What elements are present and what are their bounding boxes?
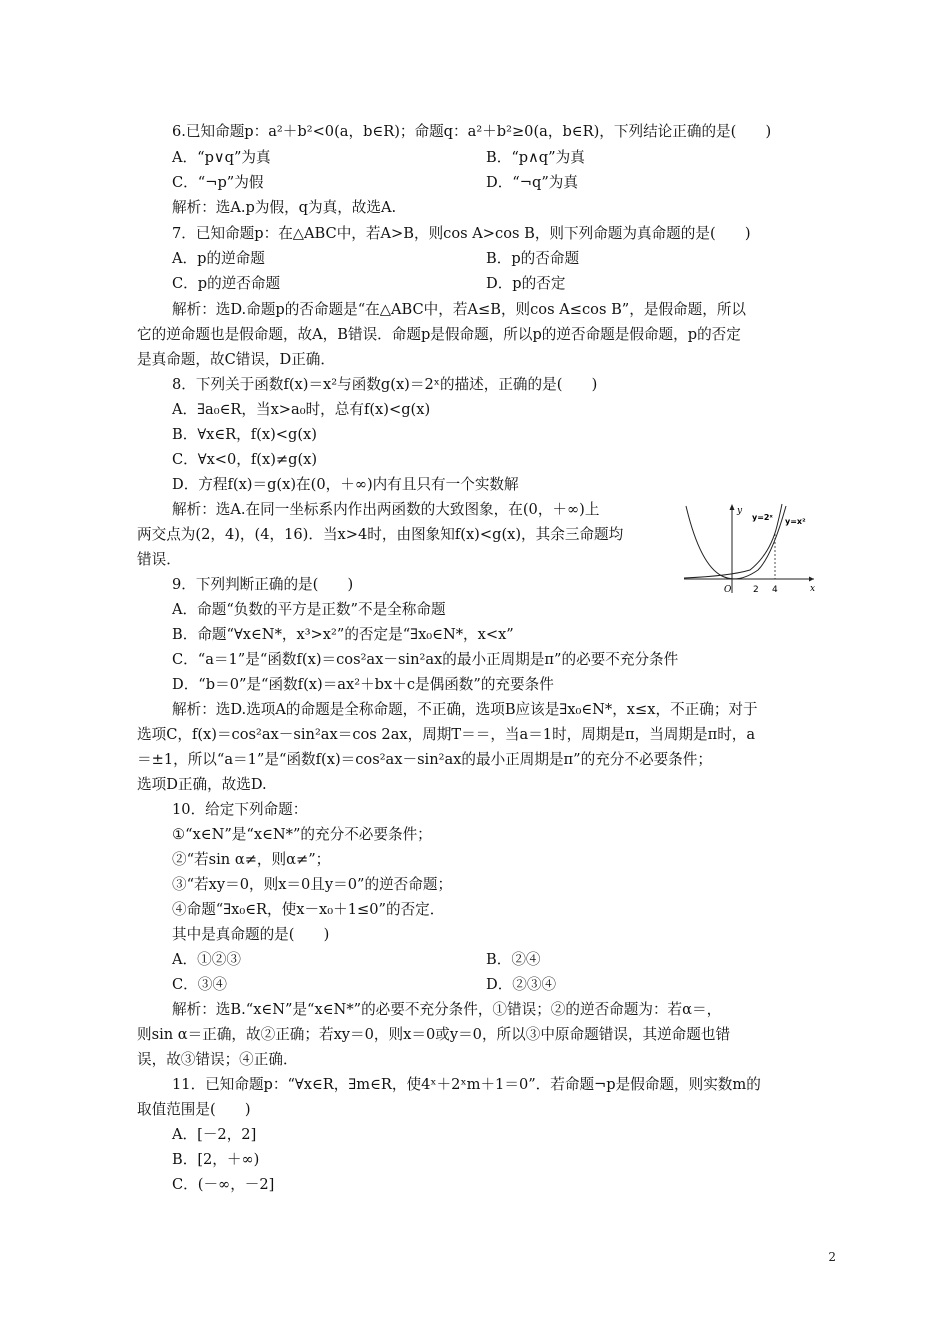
- line-text: 解析：选D.选项A的命题是全称命题，不正确，选项B应该是∃x₀∈N*，x≤x，不正确；对于: [172, 701, 758, 718]
- line-text: 错误．: [137, 551, 181, 568]
- line-text: ①“x∈N”是“x∈N*”的充分不必要条件；: [172, 826, 432, 843]
- line-text: B．∀x∈R，f(x)<g(x): [172, 426, 317, 443]
- line-text: C．∀x<0，f(x)≠g(x): [172, 451, 318, 468]
- y-axis-arrow-icon: [730, 504, 735, 510]
- line-text: A．∃a₀∈R，当x>a₀时，总有f(x)<g(x): [172, 401, 431, 418]
- line-text: 8．下列关于函数f(x)＝x²与函数g(x)＝2ˣ的描述，正确的是( ): [172, 376, 598, 393]
- line-text: 10．给定下列命题：: [172, 801, 308, 818]
- option-c: C．p的逆否命题: [172, 275, 281, 292]
- option-a: A．“p∨q”为真: [172, 149, 271, 166]
- option-a: A．①②③: [172, 951, 241, 968]
- line-text: C．(－∞，－2]: [172, 1176, 275, 1193]
- curve-label-exponential: y=2ˣ: [752, 513, 773, 522]
- option-d: D．p的否定: [486, 275, 566, 292]
- line-text: 6.已知命题p：a²＋b²<0(a，b∈R)；命题q：a²＋b²≥0(a，b∈R)，下列结论正确的是( ): [172, 123, 772, 140]
- line-text: A．命题“负数的平方是正数”不是全称命题: [172, 601, 446, 618]
- line-text: 误，故③错误；④正确．: [137, 1051, 298, 1068]
- x-axis-label: x: [810, 584, 816, 594]
- line-text: 解析：选D.命题p的否命题是“在△ABC中，若A≤B，则cos A≤cos B”，是假命题，所以: [172, 301, 747, 318]
- line-text: A．[－2，2]: [172, 1126, 257, 1143]
- option-b: B．②④: [486, 951, 541, 968]
- line-text: 两交点为(2，4)，(4，16)．当x>4时，由图象知f(x)<g(x)，其余三命题均: [137, 526, 624, 543]
- graph-svg: [680, 500, 820, 596]
- option-b: B．p的否命题: [486, 250, 580, 267]
- line-text: ②“若sin α≠，则α≠”；: [172, 851, 331, 868]
- line-text: 选项D正确，故选D.: [137, 776, 267, 793]
- line-text: ④命题“∃x₀∈R，使x－x₀＋1≤0”的否定．: [172, 901, 445, 918]
- option-d: D．②③④: [486, 976, 557, 993]
- line-text: 则sin α＝正确，故②正确；若xy＝0，则x＝0或y＝0，所以③中原命题错误，其逆命题也错: [137, 1026, 731, 1043]
- page-number: 2: [828, 1250, 836, 1264]
- line-text: 解析：选B.“x∈N”是“x∈N*”的必要不充分条件，①错误；②的逆否命题为：若α＝，: [172, 1001, 722, 1018]
- line-text: B．命题“∀x∈N*，x³>x²”的否定是“∃x₀∈N*，x<x”: [172, 626, 514, 643]
- tick-label-4: 4: [772, 585, 778, 595]
- option-a: A．p的逆命题: [172, 250, 265, 267]
- line-text: 11．已知命题p：“∀x∈R，∃m∈R，使4ˣ＋2ˣm＋1＝0”．若命题¬p是假命题，则实数m的: [172, 1076, 761, 1093]
- line-text: 7．已知命题p：在△ABC中，若A>B，则cos A>cos B，则下列命题为真命题的是( ): [172, 225, 751, 242]
- y-axis-label: y: [737, 506, 743, 516]
- line-text: ③“若xy＝0，则x＝0且y＝0”的逆否命题；: [172, 876, 453, 893]
- origin-label: O: [724, 585, 732, 595]
- line-text: ＝±1，所以“a＝1”是“函数f(x)＝cos²ax－sin²ax的最小正周期是π”的充分不必要条件；: [137, 751, 712, 768]
- line-text: 9．下列判断正确的是( ): [172, 576, 354, 593]
- line-text: D．方程f(x)＝g(x)在(0，＋∞)内有且只有一个实数解: [172, 476, 519, 493]
- x-axis-arrow-icon: [809, 577, 814, 582]
- line-text: 解析：选A.p为假，q为真，故选A.: [172, 199, 397, 216]
- curve-label-square: y=x²: [785, 517, 806, 526]
- line-text: 取值范围是( ): [137, 1101, 251, 1118]
- option-c: C．“¬p”为假: [172, 174, 264, 191]
- option-c: C．③④: [172, 976, 227, 993]
- line-text: 是真命题，故C错误，D正确．: [137, 351, 335, 368]
- line-text: D．“b＝0”是“函数f(x)＝ax²＋bx＋c是偶函数”的充要条件: [172, 676, 554, 693]
- line-text: 解析：选A.在同一坐标系内作出两函数的大致图象，在(0，＋∞)上: [172, 501, 600, 518]
- option-d: D．“¬q”为真: [486, 174, 578, 191]
- line-text: C．“a＝1”是“函数f(x)＝cos²ax－sin²ax的最小正周期是π”的必要不充分条件: [172, 651, 679, 668]
- line-text: B．[2，＋∞): [172, 1151, 260, 1168]
- option-b: B．“p∧q”为真: [486, 149, 585, 166]
- function-graph-figure: [680, 500, 820, 596]
- line-text: 其中是真命题的是( ): [172, 926, 330, 943]
- tick-label-2: 2: [753, 585, 759, 595]
- line-text: 它的逆命题也是假命题，故A，B错误．命题p是假命题，所以p的逆否命题是假命题，p的否定: [137, 326, 741, 343]
- line-text: 选项C，f(x)＝cos²ax－sin²ax＝cos 2ax，周期T＝＝，当a＝1时，周期是π，当周期是π时，a: [137, 726, 756, 743]
